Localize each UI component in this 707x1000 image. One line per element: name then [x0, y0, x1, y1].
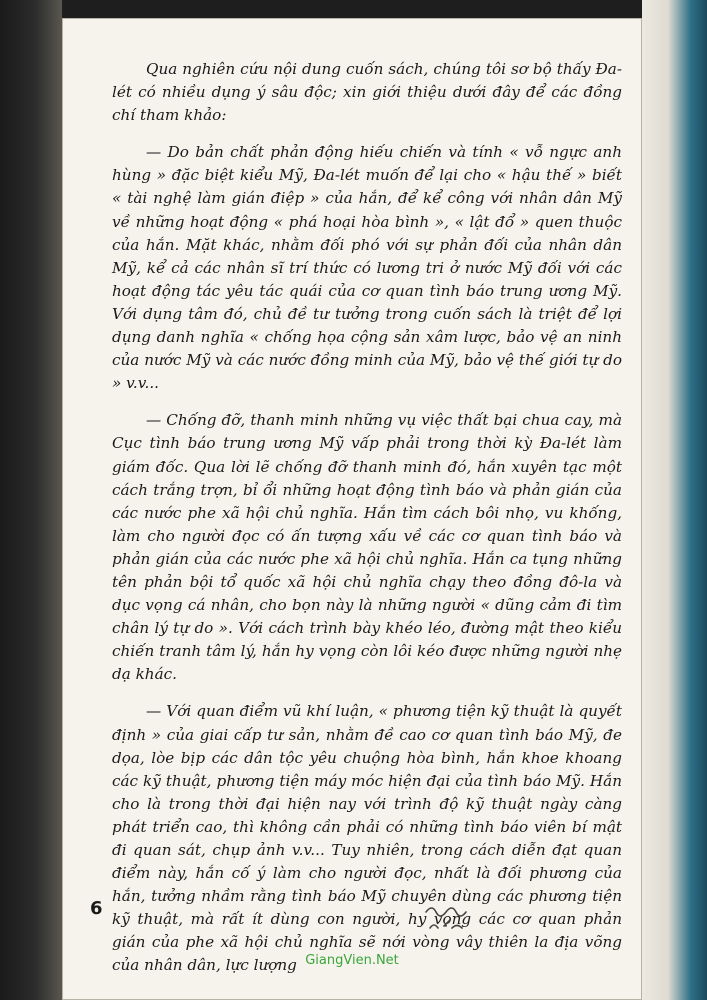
- page-edge-background: [642, 0, 707, 1000]
- paragraph-point-2: — Chống đỡ, thanh minh những vụ việc thất bại chua cay, mà Cục tình báo trung ương Mỹ vấp phải trong thời kỳ Đa-lét làm giám đốc. Qua lời lẽ chống đỡ thanh minh đó, hắn xuyên tạc một cách trắng trợn, bỉ ổi những hoạt động tình báo và phản gián của các nước phe xã hội chủ nghĩa. Hắn tìm cách bôi nhọ, vu khống, làm cho người đọc có ấn tượng xấu về các cơ quan tình báo và phản gián của các nước phe xã hội chủ nghĩa. Hắn ca tụng những tên phản bội tổ quốc xã hội chủ nghĩa chạy theo đồng đô-la và dục vọng cá nhân, cho bọn này là những người « dũng cảm đi tìm chân lý tự do ». Với cách trình bày khéo léo, đường mật theo kiểu chiến tranh tâm lý, hắn hy vọng còn lôi kéo được những người nhẹ dạ khác.: [112, 411, 622, 684]
- handwritten-scribble-mark: [422, 898, 502, 938]
- paragraph-point-1: — Do bản chất phản động hiếu chiến và tính « vỗ ngực anh hùng » đặc biệt kiểu Mỹ, Đa-lét muốn để lại cho « hậu thế » biết « tài nghệ làm gián điệp » của hắn, để kể công với nhân dân Mỹ về những hoạt động « phá hoại hòa bình », « lật đổ » quen thuộc của hắn. Mặt khác, nhằm đối phó với sự phản đối của nhân dân Mỹ, kể cả các nhân sĩ trí thức có lương tri ở nước Mỹ đối với các hoạt động tác yêu tác quái của cơ quan tình báo trung ương Mỹ. Với dụng tâm đó, chủ đề tư tưởng trong cuốn sách là triệt để lợi dụng danh nghĩa « chống họa cộng sản xâm lược, bảo vệ an ninh của nước Mỹ và các nước đồng minh của Mỹ, bảo vệ thế giới tự do » v.v...: [112, 143, 622, 393]
- watermark-text: GiangVien.Net: [305, 953, 399, 968]
- paragraph-point-3: — Với quan điểm vũ khí luận, « phương tiện kỹ thuật là quyết định » của giai cấp tư sản, nhằm đề cao cơ quan tình báo Mỹ, đe dọa, lòe bịp các dân tộc yêu chuộng hòa bình, hắn khoe khoang các kỹ thuật, phương tiện máy móc hiện đại của tình báo Mỹ. Hắn cho là trong thời đại hiện nay với trình độ kỹ thuật ngày càng phát triển cao, thì không cần phải có những tình báo viên bí mật đi quan sát, chụp ảnh v.v... Tuy nhiên, trong cách diễn đạt quan điểm này, hắn cố ý làm cho người đọc, nhất là đối phương của hắn, tưởng nhầm rằng tình báo Mỹ chuyên dùng các phương tiện kỹ thuật, mà rất ít dùng con người, hy vọng các cơ quan phản gián của phe xã hội chủ nghĩa sẽ nới vòng vây thiên la địa võng của nhân dân, lực lượng: [112, 702, 622, 975]
- paragraph-intro: Qua nghiên cứu nội dung cuốn sách, chúng tôi sơ bộ thấy Đa-lét có nhiều dụng ý sâu độc; xin giới thiệu dưới đây để các đồng chí tham khảo:: [112, 60, 622, 125]
- page-number: 6: [90, 898, 103, 919]
- book-binding-shadow: [0, 0, 62, 1000]
- book-page: [62, 18, 642, 1000]
- body-text: [112, 58, 622, 992]
